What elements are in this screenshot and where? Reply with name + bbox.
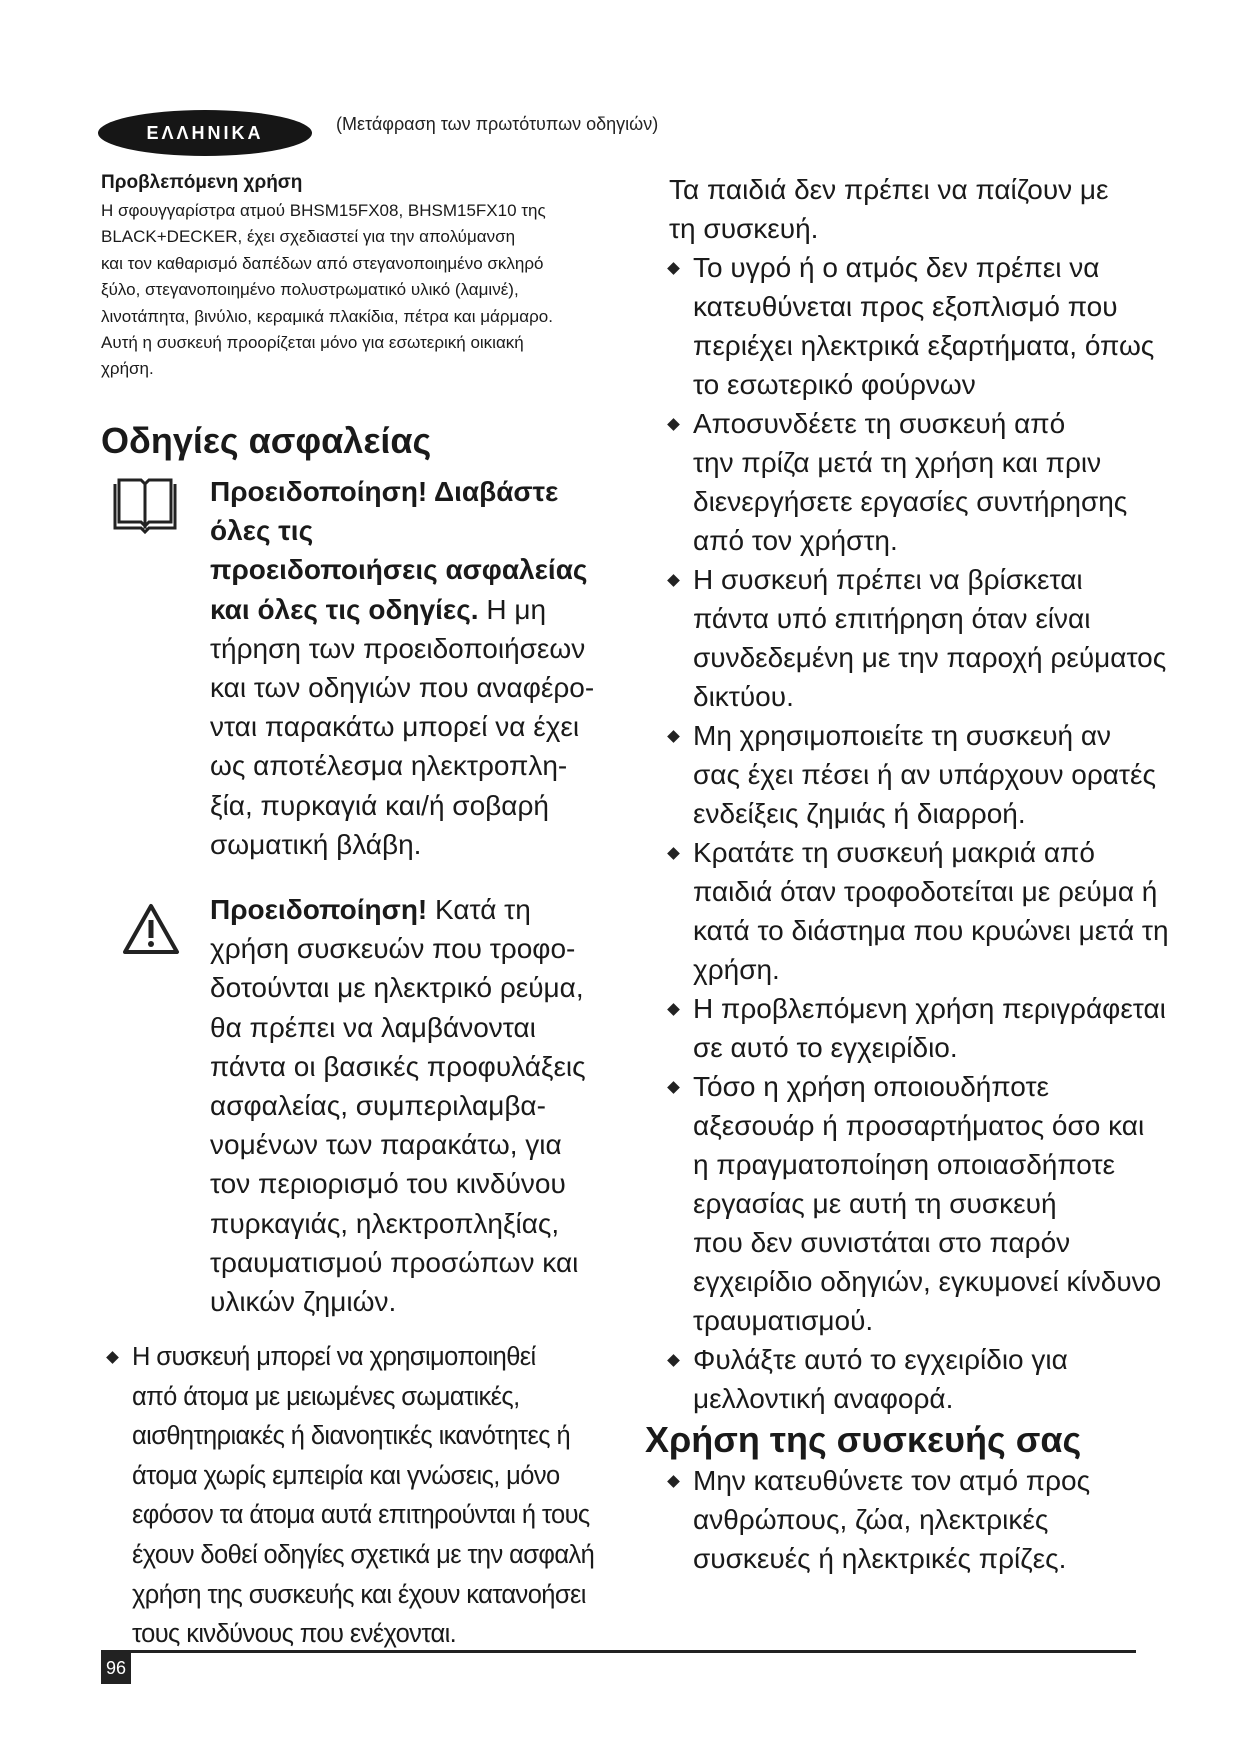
bullet-diamond-icon: [667, 418, 680, 431]
continuation-text: [669, 170, 1174, 248]
warning2-line: χρήση συσκευών που τροφο-: [210, 933, 576, 965]
warning1-normal-first: Η μη: [478, 593, 547, 625]
bullet-item: [669, 833, 1174, 989]
warning2-bold: Προειδοποίηση!: [210, 894, 428, 925]
bullet-line: περιέχει ηλεκτρικά εξαρτήματα, όπως: [693, 330, 1155, 361]
bullet-line: Αποσυνδέετε τη συσκευή από: [693, 408, 1066, 439]
warning2-line: δοτούνται με ηλεκτρικό ρεύμα,: [210, 972, 584, 1004]
intended-use-line: και τον καθαρισμό δαπέδων από στεγανοποιημένο σκληρό: [101, 253, 544, 273]
continuation-line: τη συσκευή.: [669, 213, 819, 244]
intended-use-line: Αυτή η συσκευή προορίζεται μόνο για εσωτερική οικιακή: [101, 333, 524, 353]
bullet-line: αξεσουάρ ή προσαρτήματος όσο και: [693, 1110, 1145, 1141]
bullet-diamond-icon: [667, 730, 680, 743]
bullet-line: διενεργήσετε εργασίες συντήρησης: [693, 486, 1128, 517]
left-bullet-line: άτομα χωρίς εμπειρία και γνώσεις, μόνο: [132, 1461, 560, 1490]
book-icon: [111, 476, 179, 541]
warning2-first-rest: Κατά τη: [427, 894, 531, 925]
warning1-bold-line: Προειδοποίηση! Διαβάστε: [210, 476, 559, 507]
intended-use-line: χρήση.: [101, 359, 154, 379]
bullet-diamond-icon: [667, 1475, 680, 1488]
bullet-line: ανθρώπους, ζώα, ηλεκτρικές: [693, 1504, 1049, 1535]
bullet-line: Μη χρησιμοποιείτε τη συσκευή αν: [693, 720, 1112, 751]
bullet-item: [669, 404, 1174, 560]
usage-bullet-list: [669, 1461, 1174, 1578]
bullet-item: [669, 716, 1174, 833]
bullet-item: [669, 560, 1174, 716]
bullet-line: η πραγματοποίηση οποιασδήποτε: [693, 1149, 1116, 1180]
bullet-diamond-icon: [106, 1351, 119, 1364]
bullet-line: Φυλάξτε αυτό το εγχειρίδιο για: [693, 1344, 1068, 1375]
bullet-line: την πρίζα μετά τη χρήση και πριν: [693, 447, 1102, 478]
warning2-line: τον περιορισμό του κινδύνου: [210, 1168, 566, 1200]
bullet-diamond-icon: [667, 574, 680, 587]
warning2-line: τραυματισμού προσώπων και: [210, 1246, 579, 1278]
safety-title: Οδηγίες ασφαλείας: [101, 420, 432, 461]
bullet-line: κατά το διάστημα που κρυώνει μετά τη: [693, 915, 1169, 946]
warning1-line: τήρηση των προειδοποιήσεων: [210, 632, 586, 664]
right-column: [645, 170, 1174, 1578]
bullet-diamond-icon: [667, 1081, 680, 1094]
warning2-line: πάντα οι βασικές προφυλάξεις: [210, 1050, 586, 1082]
warning2-line: ασφαλείας, συμπεριλαμβα-: [210, 1090, 546, 1122]
bullet-line: εργασίας με αυτή τη συσκευή: [693, 1188, 1057, 1219]
intended-use-section: [101, 170, 611, 383]
bullet-line: το εσωτερικό φούρνων: [693, 369, 976, 400]
bullet-diamond-icon: [667, 847, 680, 860]
warning1-line: ως αποτέλεσμα ηλεκτροπλη-: [210, 750, 568, 782]
bullet-line: εγχειρίδιο οδηγιών, εγκυμονεί κίνδυνο: [693, 1266, 1162, 1297]
bullet-item: [669, 248, 1174, 404]
bullet-diamond-icon: [667, 1354, 680, 1367]
bullet-line: από τον χρήστη.: [693, 525, 898, 556]
left-bullet-line: τους κινδύνους που ενέχονται.: [132, 1620, 457, 1649]
warning1-bold-line: προειδοποιήσεις ασφαλείας: [210, 554, 588, 586]
warning2-line: νομένων των παρακάτω, για: [210, 1129, 562, 1161]
warning1-line: σωματική βλάβη.: [210, 828, 422, 860]
bullet-line: σας έχει πέσει ή αν υπάρχουν ορατές: [693, 759, 1156, 790]
bullet-line: σε αυτό το εγχειρίδιο.: [693, 1032, 958, 1063]
warning1-bold-line: όλες τις: [210, 515, 314, 547]
warning2-line: υλικών ζημιών.: [210, 1286, 397, 1318]
intended-use-line: λινοτάπητα, βινύλιο, κεραμικά πλακίδια, πέτρα και μάρμαρο.: [101, 306, 553, 326]
bullet-line: Το υγρό ή ο ατμός δεν πρέπει να: [693, 252, 1100, 283]
bullet-line: Κρατάτε τη συσκευή μακριά από: [693, 837, 1095, 868]
left-bullet-line: από άτομα με μειωμένες σωματικές,: [132, 1382, 520, 1411]
bullet-item: [669, 1067, 1174, 1340]
warning1-bold-tail: και όλες τις οδηγίες.: [210, 593, 479, 625]
continuation-line: Τα παιδιά δεν πρέπει να παίζουν με: [669, 174, 1109, 205]
bullet-line: κατευθύνεται προς εξοπλισμό που: [693, 291, 1118, 322]
warning1-text: [210, 472, 630, 864]
page-number: 96: [101, 1652, 131, 1684]
warning1-line: νται παρακάτω μπορεί να έχει: [210, 711, 580, 743]
warning2-line: πυρκαγιάς, ηλεκτροπληξίας,: [210, 1207, 560, 1239]
bullet-line: μελλοντική αναφορά.: [693, 1383, 954, 1414]
warning1-line: ξία, πυρκαγιά και/ή σοβαρή: [210, 789, 549, 821]
intended-use-line: Η σφουγγαρίστρα ατμού BHSM15FX08, BHSM15FX10 της: [101, 201, 546, 220]
left-bullet-line: χρήση της συσκευής και έχουν κατανοήσει: [132, 1580, 586, 1609]
left-bullet-line: εφόσον τα άτομα αυτά επιτηρούνται ή τους: [132, 1501, 590, 1530]
left-bullet-text: [132, 1338, 622, 1655]
bullet-line: Η προβλεπόμενη χρήση περιγράφεται: [693, 993, 1166, 1024]
bullet-line: που δεν συνιστάται στο παρόν: [693, 1227, 1071, 1258]
bullet-line: συνδεδεμένη με την παροχή ρεύματος: [693, 642, 1167, 673]
left-bullet-line: Η συσκευή μπορεί να χρησιμοποιηθεί: [132, 1343, 536, 1371]
bullet-line: συσκευές ή ηλεκτρικές πρίζες.: [693, 1543, 1067, 1574]
bullet-line: παιδιά όταν τροφοδοτείται με ρεύμα ή: [693, 876, 1158, 907]
bullet-line: Η συσκευή πρέπει να βρίσκεται: [693, 564, 1083, 595]
right-bullet-list: [669, 248, 1174, 1418]
footer-rule: [101, 1650, 1136, 1653]
warning-triangle-icon: [121, 902, 181, 961]
bullet-line: χρήση.: [693, 954, 780, 985]
warning1-line: και των οδηγιών που αναφέρο-: [210, 672, 595, 704]
intended-use-title: Προβλεπόμενη χρήση: [101, 172, 303, 193]
intended-use-line: BLACK+DECKER, έχει σχεδιαστεί για την απολύμανση: [101, 227, 516, 247]
bullet-item: [669, 1340, 1174, 1418]
bullet-line: δικτύου.: [693, 681, 794, 712]
usage-title: Χρήση της συσκευής σας: [645, 1419, 1082, 1460]
warning2-text: [210, 890, 630, 1321]
bullet-diamond-icon: [667, 1003, 680, 1016]
intended-use-line: ξύλο, στεγανοποιημένο πολυστρωματικό υλικό (λαμινέ),: [101, 280, 519, 300]
bullet-line: ενδείξεις ζημιάς ή διαρροή.: [693, 798, 1026, 829]
bullet-line: Μην κατευθύνετε τον ατμό προς: [693, 1465, 1091, 1496]
bullet-line: Τόσο η χρήση οποιουδήποτε: [693, 1071, 1049, 1102]
warning2-line: θα πρέπει να λαμβάνονται: [210, 1011, 536, 1043]
bullet-line: πάντα υπό επιτήρηση όταν είναι: [693, 603, 1091, 634]
bullet-item: [669, 1461, 1174, 1578]
translation-note: (Μετάφραση των πρωτότυπων οδηγιών): [336, 114, 659, 134]
bullet-item: [669, 989, 1174, 1067]
bullet-diamond-icon: [667, 262, 680, 275]
left-bullet-line: έχουν δοθεί οδηγίες σχετικά με την ασφαλή: [132, 1540, 595, 1569]
left-bullet-line: αισθητηριακές ή διανοητικές ικανότητες ή: [132, 1422, 571, 1451]
bullet-line: τραυματισμού.: [693, 1305, 874, 1336]
language-badge: ΕΛΛΗΝΙΚΑ: [98, 110, 312, 156]
intended-use-body: [101, 198, 611, 383]
